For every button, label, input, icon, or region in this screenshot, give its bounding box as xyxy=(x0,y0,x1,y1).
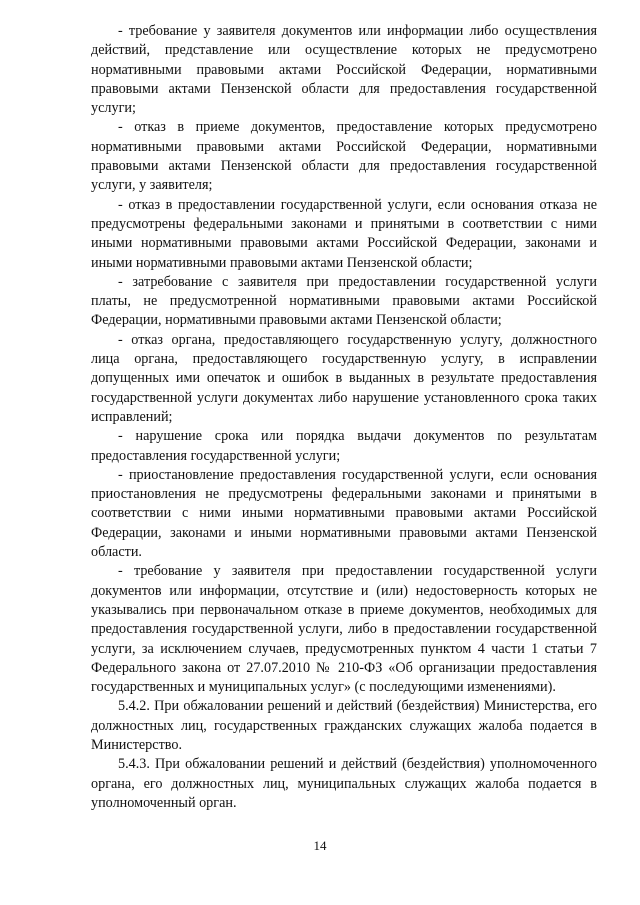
paragraph-7: - приостановление предоставления государственной услуги, если основания приостановления не предусмотрены федеральными законами и принятыми в соответствии с ними иными нормативными правовыми актами Российской Федерации, законами и иными нормативными правовыми актами Пензенской области. xyxy=(91,466,597,561)
paragraph-9: 5.4.2. При обжаловании решений и действий (бездействия) Министерства, его должностных лиц, государственных гражданских служащих жалоба подается в Министерство. xyxy=(91,698,597,753)
paragraph-8: - требование у заявителя при предоставлении государственной услуги документов или информации, отсутствие и (или) недостоверность которых не указывались при первоначальном отказе в приеме документов, необходимых для предоставления государственной услуги, либо в предоставлении государственной услуги, за исключением случаев, предусмотренных пунктом 4 части 1 статьи 7 Федерального закона от 27.07.2010 № 210-ФЗ «Об организации предоставления государственных и муниципальных услуг» (с последующими изменениями). xyxy=(91,563,597,696)
paragraph-6: - нарушение срока или порядка выдачи документов по результатам предоставления государственной услуги; xyxy=(91,428,597,464)
paragraph-1: - требование у заявителя документов или информации либо осуществления действий, представление или осуществление которых не предусмотрено нормативными правовыми актами Российской Федерации, нормативными правовыми актами Пензенской области для предоставления государственной услуги; xyxy=(91,23,597,117)
paragraph-2: - отказ в приеме документов, предоставление которых предусмотрено нормативными правовыми актами Российской Федерации, нормативными правовыми актами Пензенской области для предоставления государственной услуги, у заявителя; xyxy=(91,119,597,194)
paragraph-5: - отказ органа, предоставляющего государственную услугу, должностного лица органа, предоставляющего государственную услугу, в исправлении допущенных ими опечаток и ошибок в выданных в результате предоставления государственной услуги документах либо нарушение установленного срока таких исправлений; xyxy=(91,331,597,425)
document-body xyxy=(91,22,597,813)
paragraph-10: 5.4.3. При обжаловании решений и действий (бездействия) уполномоченного органа, его должностных лиц, муниципальных служащих жалоба подается в уполномоченный орган. xyxy=(91,756,597,811)
page-number: 14 xyxy=(313,838,327,853)
paragraph-4: - затребование с заявителя при предоставлении государственной услуги платы, не предусмотренной нормативными правовыми актами Российской Федерации, нормативными правовыми актами Пензенской области; xyxy=(91,273,597,329)
paragraph-3: - отказ в предоставлении государственной услуги, если основания отказа не предусмотрены федеральными законами и принятыми в соответствии с ними иными нормативными правовыми актами Российской Федерации, законами и иными нормативными правовыми актами Пензенской области; xyxy=(91,196,597,271)
